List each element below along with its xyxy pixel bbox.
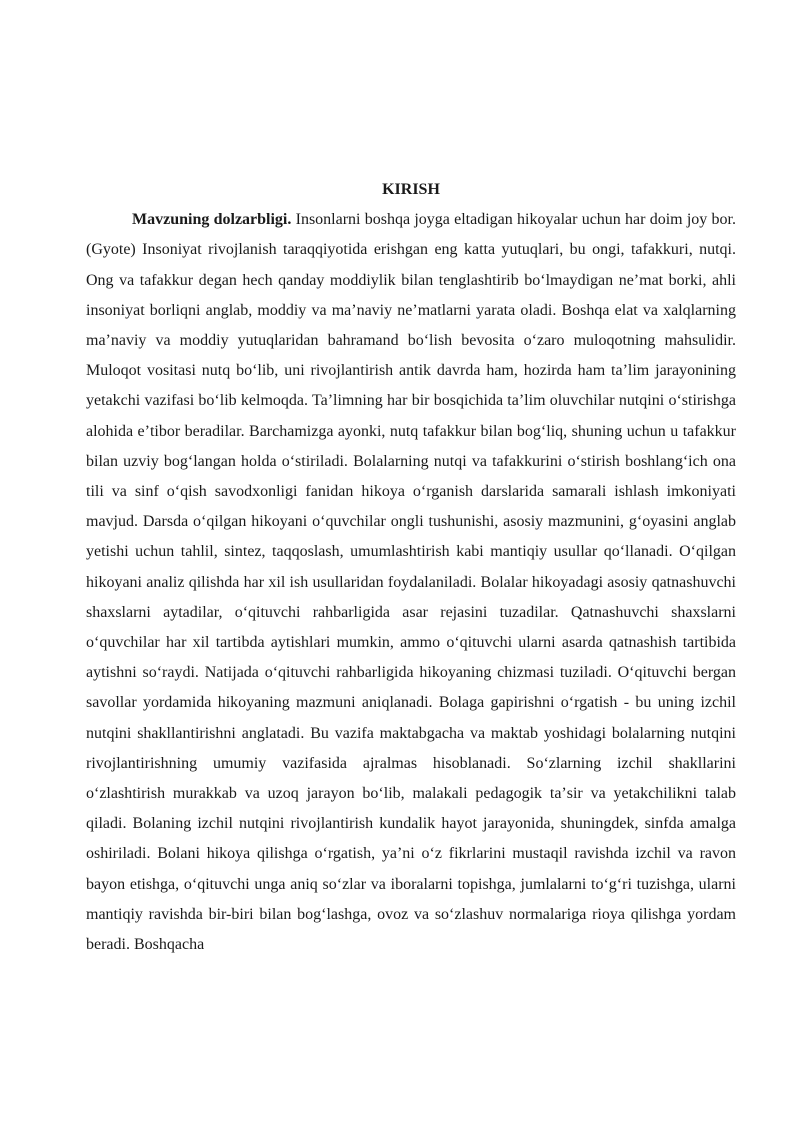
document-content xyxy=(86,175,736,960)
section-heading: KIRISH xyxy=(382,181,440,198)
body-paragraph xyxy=(86,205,736,960)
paragraph-text: Insonlarni boshqa joyga eltadigan hikoyalar uchun har doim joy bor. (Gyote) Insoniyat rivojlanish taraqqiyotida erishgan eng katta yutuqlari, bu ongi, tafakkuri, nutqi. Ong va tafakkur degan hech qanday moddiylik bilan tenglashtirib boʻlmaydigan neʼmat borki, ahli insoniyat borliqni anglab, moddiy va maʼnaviy neʼmatlarni yarata oladi. Boshqa elat va xalqlarning maʼnaviy va moddiy yutuqlaridan bahramand boʻlish bevosita oʻzaro muloqotning mahsulidir. Muloqot vositasi nutq boʻlib, uni rivojlantirish antik davrda ham, hozirda ham taʼlim jarayonining yetakchi vazifasi boʻlib kelmoqda. Taʼlimning har bir bosqichida taʼlim oluvchilar nutqini oʻstirishga alohida eʼtibor beradilar. Barchamizga ayonki, nutq tafakkur bilan bogʻliq, shuning uchun u tafakkur bilan uzviy bogʻlangan holda oʻstiriladi. Bolalarning nutqi va tafakkurini oʻstirish boshlangʻich ona tili va sinf oʻqish savodxonligi fanidan hikoya oʻrganish darslarida samarali ishlash imkoniyati mavjud. Darsda oʻqilgan hikoyani oʻquvchilar ongli tushunishi, asosiy mazmunini, gʻoyasini anglab yetishi uchun tahlil, sintez, taqqoslash, umumlashtirish kabi mantiqiy usullar qoʻllanadi. Oʻqilgan hikoyani analiz qilishda har xil ish usullaridan foydalaniladi. Bolalar hikoyadagi asosiy qatnashuvchi shaxslarni aytadilar, oʻqituvchi rahbarligida asar rejasini tuzadilar. Qatnashuvchi shaxslarni oʻquvchilar har xil tartibda aytishlari mumkin, ammo oʻqituvchi ularni asarda qatnashish tartibida aytishni soʻraydi. Natijada oʻqituvchi rahbarligida hikoyaning chizmasi tuziladi. Oʻqituvchi bergan savollar yordamida hikoyaning mazmuni aniqlanadi. Bolaga gapirishni oʻrgatish - bu uning izchil nutqini shakllantirishni anglatadi. Bu vazifa maktabgacha va maktab yoshidagi bolalarning nutqini rivojlantirishning umumiy vazifasida ajralmas hisoblanadi. Soʻzlarning izchil shakllarini oʻzlashtirish murakkab va uzoq jarayon boʻlib, malakali pedagogik taʼsir va yetakchilikni talab qiladi. Bolaning izchil nutqini rivojlantirish kundalik hayot jarayonida, shuningdek, sinfda amalga oshiriladi. Bolani hikoya qilishga oʻrgatish, yaʼni oʻz fikrlarini mustaqil ravishda izchil va ravon bayon etishga, oʻqituvchi unga aniq soʻzlar va iboralarni topishga, jumlalarni toʻgʻri tuzishga, ularni mantiqiy ravishda bir-biri bilan bogʻlashga, ovoz va soʻzlashuv normalariga rioya qilishga yordam beradi. Boshqacha xyxy=(86,211,736,954)
paragraph-lead-title: Mavzuning dolzarbligi. xyxy=(132,211,292,229)
